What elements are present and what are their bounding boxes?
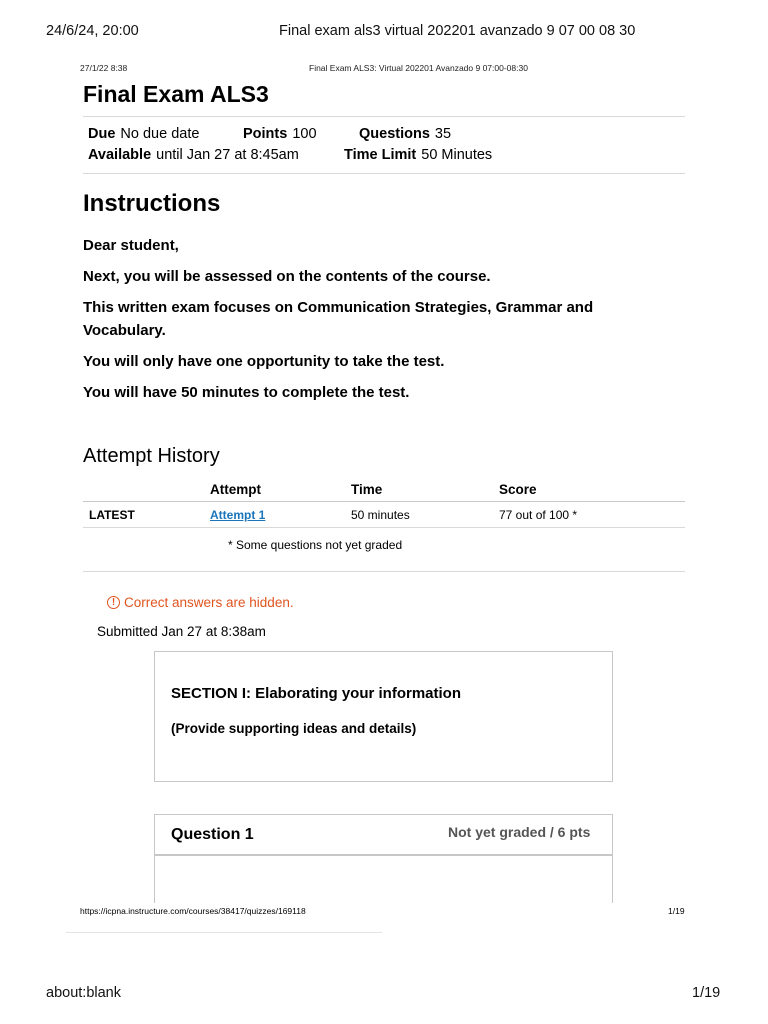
divider (83, 116, 685, 117)
divider (83, 571, 685, 572)
column-header-time: Time (351, 482, 383, 497)
time-limit-field (344, 147, 492, 163)
due-value: No due date (120, 126, 200, 142)
questions-value: 35 (434, 126, 452, 142)
available-field (88, 147, 299, 163)
alert-circle-icon: ! (107, 596, 120, 609)
instructions-paragraph: Dear student, (83, 237, 179, 254)
attempt-history-heading: Attempt History (83, 445, 220, 467)
instructions-heading: Instructions (83, 190, 221, 217)
divider (83, 527, 685, 528)
correct-answers-hidden-notice (107, 595, 294, 610)
question-points: Not yet graded / 6 pts (448, 824, 591, 840)
instructions-paragraph: You will have 50 minutes to complete the test. (83, 384, 410, 401)
question-title: Question 1 (171, 826, 254, 843)
submitted-timestamp: Submitted Jan 27 at 8:38am (97, 624, 266, 639)
due-field (88, 126, 199, 142)
points-field (243, 126, 317, 142)
attempt-time: 50 minutes (351, 508, 410, 522)
page-title: Final Exam ALS3 (83, 81, 269, 107)
row-label: LATEST (89, 508, 135, 522)
section-subtitle: (Provide supporting ideas and details) (171, 721, 417, 736)
attempt-link[interactable]: Attempt 1 (210, 508, 266, 522)
page-header-title: Final Exam ALS3: Virtual 202201 Avanzado 9 07:00-08:30 (309, 63, 528, 73)
print-footer-page: 1/19 (692, 985, 721, 1001)
instructions-paragraph: Next, you will be assessed on the contents of the course. (83, 268, 491, 285)
page-header-datetime: 27/1/22 8:38 (80, 63, 128, 73)
questions-label: Questions (359, 126, 430, 142)
section-box (154, 651, 613, 782)
print-footer-url: about:blank (46, 985, 121, 1001)
points-label: Points (243, 126, 288, 142)
available-value: until Jan 27 at 8:45am (156, 147, 299, 163)
print-header-title: Final exam als3 virtual 202201 avanzado 9 07 00 08 30 (279, 23, 636, 39)
points-value: 100 (292, 126, 317, 142)
notice-text: Correct answers are hidden. (124, 595, 294, 610)
column-header-attempt: Attempt (210, 482, 261, 497)
column-header-score: Score (499, 482, 537, 497)
score-footnote: * Some questions not yet graded (228, 538, 403, 552)
due-label: Due (88, 126, 116, 142)
divider (66, 932, 382, 933)
page-footer-url: https://icpna.instructure.com/courses/38417/quizzes/169118 (80, 906, 306, 916)
time-limit-label: Time Limit (344, 147, 417, 163)
questions-field (359, 126, 451, 142)
available-label: Available (88, 147, 152, 163)
question-header-divider (154, 854, 613, 856)
instructions-paragraph: You will only have one opportunity to take the test. (83, 353, 445, 370)
attempt-score: 77 out of 100 * (499, 508, 578, 522)
table-header-divider (83, 501, 685, 502)
page-footer-number: 1/19 (668, 906, 685, 916)
instructions-paragraph: This written exam focuses on Communication Strategies, Grammar and Vocabulary. (83, 299, 594, 339)
print-header-datetime: 24/6/24, 20:00 (46, 23, 139, 39)
time-limit-value: 50 Minutes (421, 147, 493, 163)
section-title: SECTION I: Elaborating your information (171, 685, 462, 702)
divider (83, 173, 685, 174)
